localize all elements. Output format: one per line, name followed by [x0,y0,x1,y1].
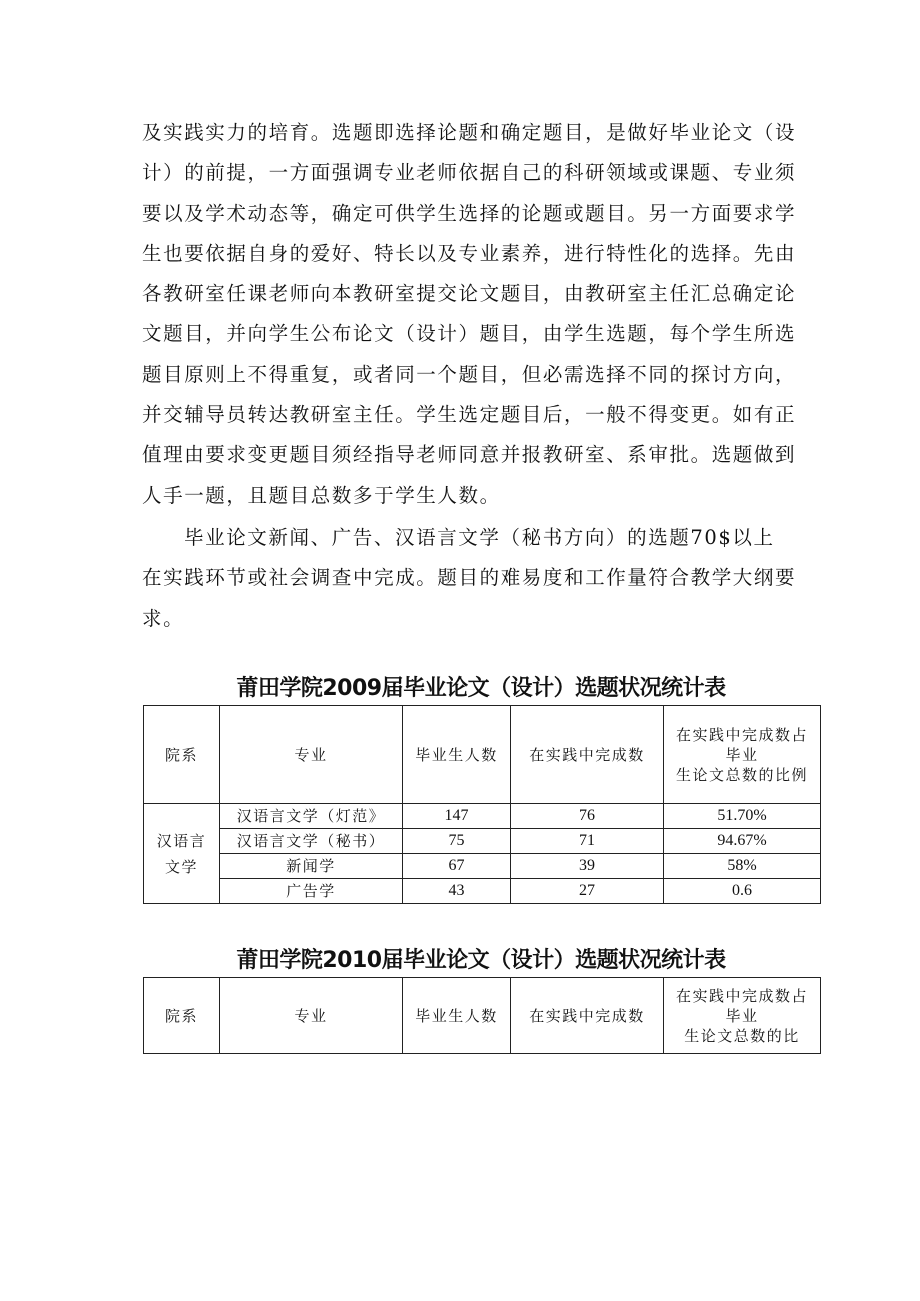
header-ratio [664,978,821,1054]
table-row [144,829,821,854]
ratio-cell: 58% [664,854,821,879]
header-ratio-line: 在实践中完成数占 [675,986,808,1005]
header-major: 专业 [220,978,403,1054]
paragraph-line: 要以及学术动态等，确定可供学生选择的论题或题目。另一方面要求学 [142,201,797,225]
paragraph-line: 在实践环节或社会调查中完成。题目的难易度和工作量符合教学大纲要 [142,566,797,590]
major-cell: 汉语言文学（灯范》 [220,804,403,829]
header-dept: 院系 [144,706,220,804]
completed-cell: 39 [511,854,664,879]
paragraph-line: 各教研室任课老师向本教研室提交论文题目，由教研室主任汇总确定论 [142,282,797,306]
paragraph-line: 题目原则上不得重复，或者同一个题目，但必需选择不同的探讨方向， [142,362,797,386]
header-ratio-line: 毕业 [725,1006,759,1025]
table-2010 [143,977,821,1054]
paragraph-line: 求。 [142,606,185,630]
table-2009 [143,705,821,904]
graduates-cell: 67 [403,854,511,879]
body-paragraph-2 [142,518,822,639]
header-ratio-line: 生论文总数的比 [684,1026,800,1045]
paragraph-line: 值理由要求变更题目须经指导老师同意并报教研室、系审批。选题做到 [142,443,797,467]
header-completed: 在实践中完成数 [511,978,664,1054]
table-row [144,879,821,904]
body-paragraph-1 [142,113,822,516]
header-graduates: 毕业生人数 [403,706,511,804]
paragraph-line: 计）的前提，一方面强调专业老师依据自己的科研领域或课题、专业须 [142,161,797,185]
header-ratio-line: 在实践中完成数占 [675,725,808,744]
ratio-cell: 51.70% [664,804,821,829]
paragraph-line: 生也要依据自身的爱好、特长以及专业素养，进行特性化的选择。先由 [142,241,797,265]
header-ratio-line: 毕业 [725,745,759,764]
dept-line: 汉语言 [156,831,207,850]
header-ratio [664,706,821,804]
major-cell: 新闻学 [220,854,403,879]
header-ratio-line: 生论文总数的比例 [675,765,808,784]
graduates-cell: 147 [403,804,511,829]
table-2009-title: 莆田学院2009届毕业论文（设计）选题状况统计表 [236,676,726,701]
graduates-cell: 75 [403,829,511,854]
paragraph-line: 文题目，并向学生公布论文（设计）题目，由学生选题，每个学生所选 [142,322,797,346]
header-major: 专业 [220,706,403,804]
paragraph-line: 及实践实力的培育。选题即选择论题和确定题目，是做好毕业论文（设 [142,121,797,144]
table-2010-title: 莆田学院2010届毕业论文（设计）选题状况统计表 [236,948,726,973]
major-cell: 汉语言文学（秘书） [220,829,403,854]
paragraph-line: 人手一题，且题目总数多于学生人数。 [142,483,501,507]
header-dept: 院系 [144,978,220,1054]
completed-cell: 27 [511,879,664,904]
completed-cell: 76 [511,804,664,829]
table-header-row [144,978,821,1054]
ratio-cell: 0.6 [664,879,821,904]
ratio-cell: 94.67% [664,829,821,854]
table-header-row [144,706,821,804]
table-row [144,854,821,879]
header-completed: 在实践中完成数 [511,706,664,804]
dept-cell [144,804,220,904]
table-row [144,804,821,829]
dept-line: 文学 [164,857,198,876]
paragraph-line: 并交辅导员转达教研室主任。学生选定题目后，一般不得变更。如有正 [142,403,797,427]
paragraph-line: 毕业论文新闻、广告、汉语言文学（秘书方向）的选题70$以上 [184,526,775,549]
major-cell: 广告学 [220,879,403,904]
graduates-cell: 43 [403,879,511,904]
header-graduates: 毕业生人数 [403,978,511,1054]
completed-cell: 71 [511,829,664,854]
